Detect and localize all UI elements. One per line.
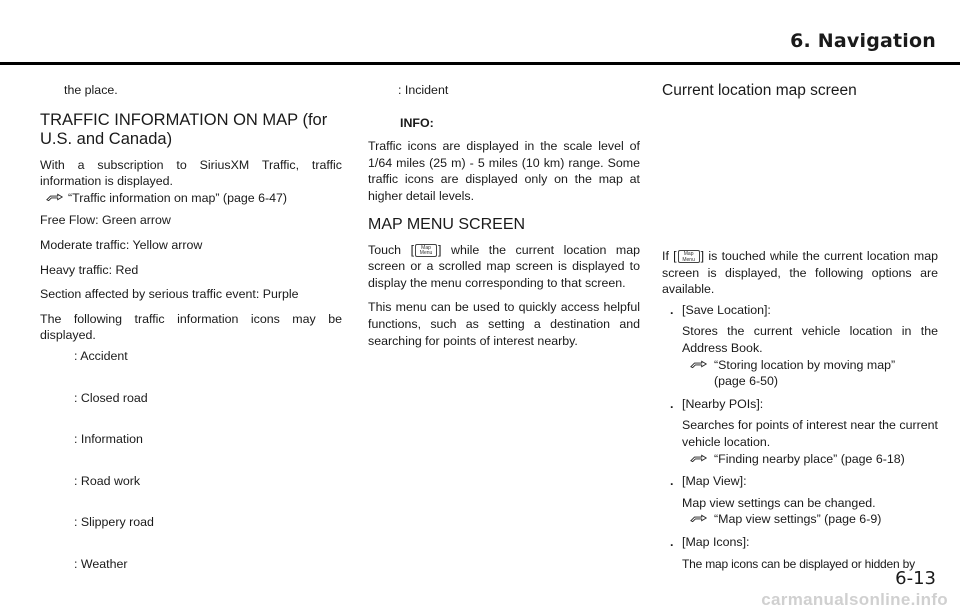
option-label: [Nearby POIs]: — [682, 396, 764, 411]
if-pre: If [ — [662, 249, 677, 263]
map-menu-icon-line2: Menu — [682, 256, 695, 263]
bullet: . — [670, 302, 674, 317]
touch-post: ] while the current location map screen or a scrolled map screen is displayed to display the menu corresponding to that screen. — [368, 242, 640, 290]
map-menu-icon-line1: Map — [683, 251, 694, 258]
icon-weather: : Weather — [74, 556, 128, 571]
column-1 — [40, 82, 342, 598]
current-location-heading: Current location map screen — [662, 82, 857, 99]
icon-closed-road: : Closed road — [74, 390, 148, 405]
reference-hand-icon — [690, 452, 708, 464]
traffic-info-heading: TRAFFIC INFORMATION ON MAP (for U.S. and Canada) — [40, 110, 328, 148]
map-menu-heading: MAP MENU SCREEN — [368, 215, 526, 233]
reference-text: “Traffic information on map” (page 6-47) — [68, 190, 287, 205]
traffic-intro: With a subscription to SiriusXM Traffic, traffic information is displayed. — [40, 157, 342, 189]
map-menu-icon — [415, 244, 437, 257]
option-label: [Map Icons]: — [682, 534, 750, 549]
touch-paragraph — [368, 242, 640, 292]
option-label: [Map View]: — [682, 474, 747, 489]
page-number: 6-13 — [895, 568, 936, 589]
info-label: INFO: — [400, 115, 434, 130]
option-save-location — [662, 302, 938, 319]
if-post: ] is touched while the current location map screen is displayed, the following options are available. — [662, 249, 938, 297]
reference-link[interactable] — [40, 190, 342, 207]
reference-link[interactable] — [662, 357, 938, 390]
reference-text: “Finding nearby place” (page 6-18) — [714, 451, 905, 466]
chapter-title: 6. Navigation — [790, 30, 936, 52]
watermark: carmanualsonline.info — [761, 590, 948, 609]
reference-hand-icon — [46, 191, 64, 203]
option-label: [Save Location]: — [682, 302, 771, 317]
reference-hand-icon — [690, 358, 708, 370]
if-paragraph — [662, 248, 938, 298]
option-nearby-pois — [662, 396, 938, 413]
icon-incident: : Incident — [398, 83, 449, 97]
icon-slippery-road: : Slippery road — [74, 515, 154, 530]
option-desc: The map icons can be displayed or hidden by — [682, 556, 915, 571]
reference-link[interactable] — [662, 451, 938, 468]
option-map-view — [662, 473, 938, 490]
option-desc: Map view settings can be changed. — [682, 495, 876, 510]
reference-link[interactable] — [662, 511, 938, 528]
map-menu-icon-2 — [678, 250, 700, 263]
bullet: . — [670, 474, 674, 489]
column-3 — [662, 82, 938, 572]
legend-heavy: Heavy traffic: Red — [40, 262, 139, 277]
map-menu-icon-line1: Map — [421, 244, 431, 251]
reference-hand-icon — [690, 512, 708, 524]
menu-description: This menu can be used to quickly access helpful functions, such as setting a destination and searching for points of interest nearby. — [368, 300, 640, 348]
map-menu-icon-line2: Menu — [419, 250, 433, 257]
touch-pre: Touch [ — [368, 242, 415, 257]
option-desc: Searches for points of interest near the current vehicle location. — [682, 418, 938, 449]
icon-information: : Information — [74, 432, 143, 447]
legend-serious: Section affected by serious traffic event: Purple — [40, 287, 299, 302]
column-2 — [368, 82, 640, 357]
info-text: Traffic icons are displayed in the scale level of 1/64 miles (25 m) - 5 miles (10 km) range. Some traffic icons are displayed only on the map at higher detail levels. — [368, 139, 640, 203]
reference-text: “Map view settings” (page 6-9) — [714, 512, 882, 527]
option-map-icons — [662, 534, 938, 551]
icon-road-work: : Road work — [74, 473, 141, 488]
bullet: . — [670, 534, 674, 549]
header-rule — [0, 62, 960, 65]
icon-accident: : Accident — [74, 348, 128, 363]
icons-intro: The following traffic information icons may be displayed. — [40, 311, 342, 343]
figure-space — [662, 100, 938, 248]
continued-line: the place. — [64, 83, 118, 97]
legend-moderate: Moderate traffic: Yellow arrow — [40, 237, 203, 252]
option-desc: Stores the current vehicle location in the Address Book. — [682, 324, 938, 355]
reference-text: “Storing location by moving map” (page 6-50) — [714, 357, 896, 389]
bullet: . — [670, 396, 674, 411]
legend-free-flow: Free Flow: Green arrow — [40, 213, 171, 228]
